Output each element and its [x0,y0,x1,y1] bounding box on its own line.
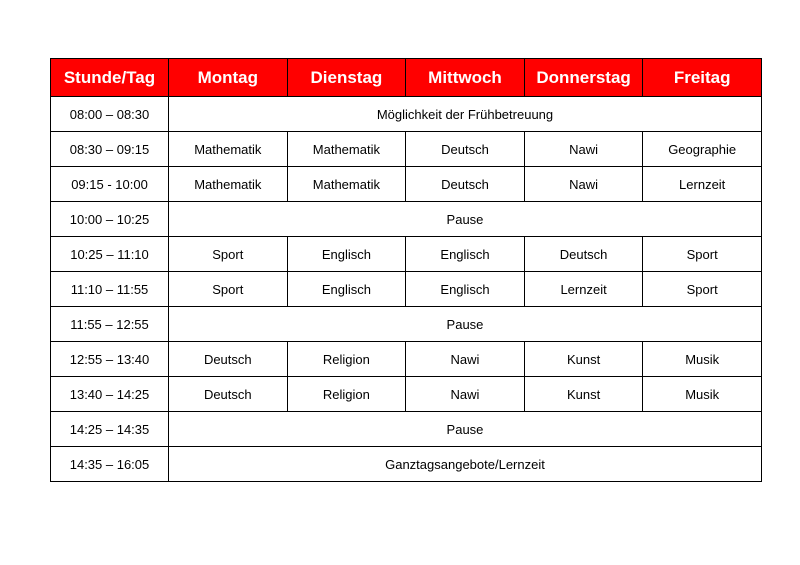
lesson-cell: Musik [643,377,762,412]
timetable [50,58,762,482]
lesson-cell: Kunst [524,377,643,412]
lesson-cell: Mathematik [287,167,406,202]
lesson-cell: Musik [643,342,762,377]
lesson-cell: Englisch [406,272,525,307]
time-cell: 11:10 – 11:55 [51,272,169,307]
header-montag: Montag [169,59,288,97]
lesson-cell: Mathematik [287,132,406,167]
time-cell: 10:00 – 10:25 [51,202,169,237]
span-cell: Möglichkeit der Frühbetreuung [169,97,762,132]
lesson-cell: Deutsch [524,237,643,272]
span-cell: Pause [169,307,762,342]
span-cell: Pause [169,412,762,447]
lesson-cell: Mathematik [169,132,288,167]
lesson-cell: Englisch [287,272,406,307]
table-row [51,342,762,377]
lesson-cell: Lernzeit [524,272,643,307]
header-freitag: Freitag [643,59,762,97]
table-row [51,202,762,237]
lesson-cell: Sport [169,272,288,307]
lesson-cell: Lernzeit [643,167,762,202]
time-cell: 08:30 – 09:15 [51,132,169,167]
table-row [51,447,762,482]
header-row [51,59,762,97]
lesson-cell: Deutsch [406,132,525,167]
lesson-cell: Nawi [406,377,525,412]
header-stunde-tag: Stunde/Tag [51,59,169,97]
table-row [51,377,762,412]
lesson-cell: Religion [287,342,406,377]
table-row [51,97,762,132]
table-row [51,237,762,272]
lesson-cell: Sport [643,272,762,307]
lesson-cell: Mathematik [169,167,288,202]
table-row [51,167,762,202]
lesson-cell: Geographie [643,132,762,167]
table-row [51,272,762,307]
header-dienstag: Dienstag [287,59,406,97]
lesson-cell: Nawi [406,342,525,377]
time-cell: 14:25 – 14:35 [51,412,169,447]
time-cell: 09:15 - 10:00 [51,167,169,202]
time-cell: 14:35 – 16:05 [51,447,169,482]
lesson-cell: Sport [169,237,288,272]
header-donnerstag: Donnerstag [524,59,643,97]
table-row [51,132,762,167]
time-cell: 12:55 – 13:40 [51,342,169,377]
lesson-cell: Deutsch [406,167,525,202]
header-mittwoch: Mittwoch [406,59,525,97]
lesson-cell: Englisch [287,237,406,272]
table-row [51,412,762,447]
span-cell: Pause [169,202,762,237]
lesson-cell: Nawi [524,167,643,202]
lesson-cell: Religion [287,377,406,412]
table-row [51,307,762,342]
lesson-cell: Englisch [406,237,525,272]
time-cell: 13:40 – 14:25 [51,377,169,412]
time-cell: 10:25 – 11:10 [51,237,169,272]
lesson-cell: Deutsch [169,342,288,377]
time-cell: 11:55 – 12:55 [51,307,169,342]
lesson-cell: Sport [643,237,762,272]
time-cell: 08:00 – 08:30 [51,97,169,132]
span-cell: Ganztagsangebote/Lernzeit [169,447,762,482]
lesson-cell: Nawi [524,132,643,167]
lesson-cell: Kunst [524,342,643,377]
lesson-cell: Deutsch [169,377,288,412]
